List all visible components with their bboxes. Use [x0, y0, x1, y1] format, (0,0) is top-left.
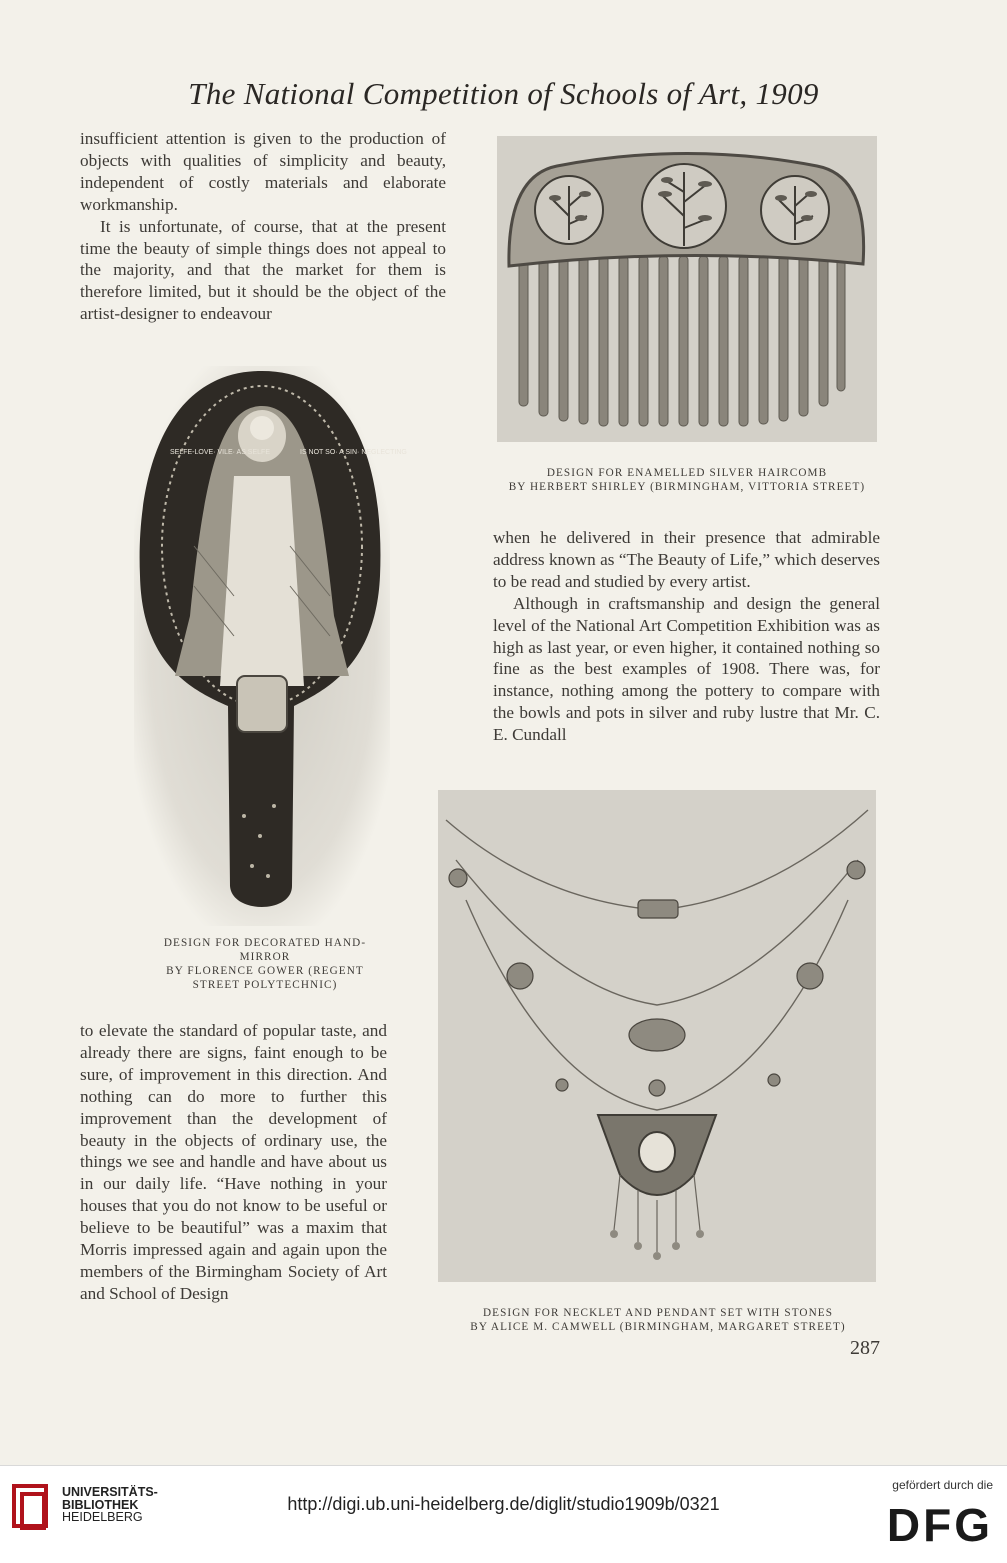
necklet-image — [438, 790, 876, 1282]
haircomb-illustration — [497, 136, 877, 442]
right-column-text — [493, 527, 880, 746]
caption-line: DESIGN FOR DECORATED HAND- — [163, 937, 367, 949]
funded-by-text: gefördert durch die — [892, 1478, 993, 1492]
paragraph: when he delivered in their presence that admirable address known as “The Beauty of Life,” which deserves to be read and studied by every artist. — [493, 528, 880, 591]
caption-line: DESIGN FOR NECKLET AND PENDANT SET WITH STONES — [482, 1307, 834, 1319]
page-number: 287 — [850, 1337, 880, 1359]
paragraph: insufficient attention is given to the production of objects with qualities of simplicity and beauty, independent of costly materials and elaborate workmanship. — [80, 129, 446, 214]
necklet-illustration — [438, 790, 876, 1282]
caption-line: BY FLORENCE GOWER (REGENT — [166, 965, 364, 977]
hand-mirror-caption — [140, 936, 390, 992]
paragraph: Although in craftsmanship and design the general level of the National Art Competition Exhibition was as high as last year, or even higher, it contained nothing so fine as the best examples of 1908. There was, for instance, nothing among the pottery to compare with the bowls and pots in silver and ruby lustre that Mr. C. E. Cundall — [493, 593, 880, 745]
left-column-bottom-text — [80, 1020, 387, 1305]
library-line: HEIDELBERG — [62, 1510, 143, 1524]
source-url-link[interactable]: http://digi.ub.uni-heidelberg.de/diglit/studio1909b/0321 — [287, 1494, 720, 1514]
library-line: UNIVERSITÄTS- — [62, 1485, 158, 1499]
paragraph: to elevate the standard of popular taste, and already there are signs, faint enough to be sure, of improvement in this direction. And nothing can do more to further this improvement than the development of beauty in the objects of ordinary use, the things we see and handle and have about us in our daily life. “Have nothing in your houses that you do not know to be useful or believe to be beautiful” was a maxim that Morris impressed again and again upon the members of the Birmingham Society of Art and School of Design — [80, 1021, 387, 1303]
haircomb-image — [497, 136, 877, 442]
dfg-logo: DFG — [886, 1499, 993, 1551]
caption-line: DESIGN FOR ENAMELLED SILVER HAIRCOMB — [546, 467, 828, 479]
caption-line: STREET POLYTECHNIC) — [192, 979, 338, 991]
library-line: BIBLIOTHEK — [62, 1497, 139, 1512]
caption-line: BY HERBERT SHIRLEY (BIRMINGHAM, VITTORIA STREET) — [508, 481, 866, 493]
mirror-inscription-right: IS NOT SO· A SIN· NEGLECTING — [300, 449, 407, 456]
necklet-caption — [436, 1306, 880, 1334]
hand-mirror-illustration — [134, 366, 407, 926]
paragraph: It is unfortunate, of course, that at the present time the beauty of simple things does not appeal to the majority, and that the market for them is therefore limited, but it should be the object of the artist-designer to endeavour — [80, 216, 446, 324]
caption-line: BY ALICE M. CAMWELL (BIRMINGHAM, MARGARET STREET) — [470, 1321, 846, 1333]
caption-line: MIRROR — [239, 951, 291, 963]
running-title: The National Competition of Schools of Art, 1909 — [188, 76, 819, 111]
digitization-footer — [0, 1465, 1007, 1563]
mirror-inscription-left: SELFE-LOVE· VILE· AS SELFE — [170, 449, 270, 456]
left-column-top-text — [80, 128, 446, 325]
haircomb-caption — [482, 466, 892, 494]
